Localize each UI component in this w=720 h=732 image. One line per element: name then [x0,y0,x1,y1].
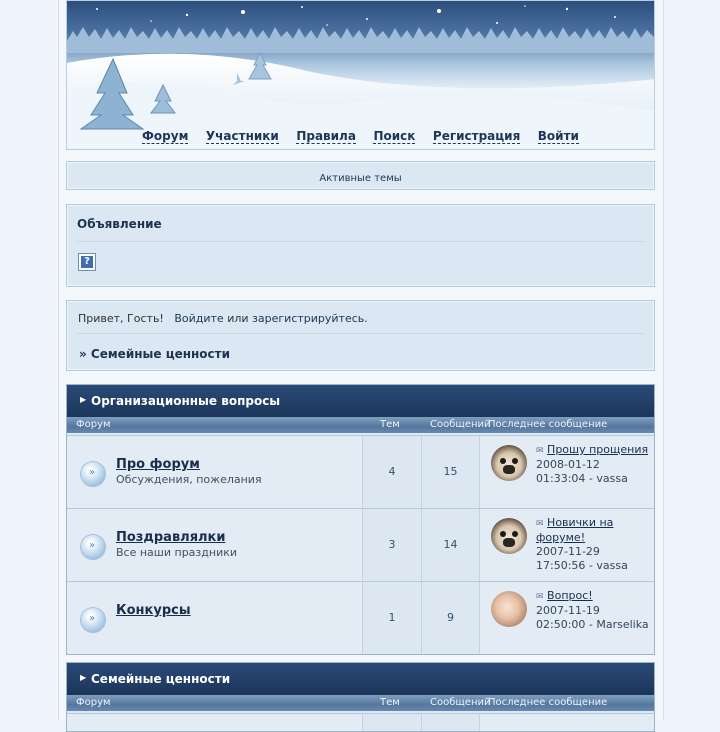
topics-count: 1 [388,611,396,624]
active-topics-link[interactable]: Активные темы [319,173,402,184]
topics-count: 4 [388,465,396,478]
forum-description: Обсуждения, пожелания [116,473,262,486]
forum-name-link[interactable]: Про форум [116,457,200,472]
last-post-info: ✉ Прошу прощения 2008-01-12 01:33:04 - vassa [536,443,649,485]
envelope-icon: ✉ [536,446,544,456]
col-forum: Форум [76,419,111,430]
nav-rules[interactable]: Правила [296,129,356,143]
col-posts: Сообщений [430,419,491,430]
period-text: . [364,312,368,325]
last-post-author: vassa [596,559,628,572]
last-post-date: 2008-01-12 01:33:04 [536,458,600,485]
forum-status-icon: » [80,607,106,633]
page [58,0,664,720]
register-link[interactable]: зарегистрируйтесь [252,312,365,325]
col-last-post: Последнее сообщение [488,697,608,708]
triangle-right-icon: ▶ [80,673,87,682]
col-last-post: Последнее сообщение [488,419,608,430]
topics-count-cell [363,582,422,655]
nav-members[interactable]: Участники [205,129,279,143]
announcement-panel [66,204,655,287]
triangle-right-icon: ▶ [80,395,87,404]
last-post-link[interactable]: Новички на форуме! [536,516,614,544]
last-post-link[interactable]: Прошу прощения [547,443,649,456]
nav-login[interactable]: Войти [537,129,579,143]
category-header[interactable] [67,663,654,695]
topics-count-cell [363,509,422,582]
nav-forum[interactable]: Форум [142,129,189,143]
last-post-author: vassa [596,472,628,485]
category-title: Организационные вопросы [91,394,281,408]
forum-row [67,581,654,655]
last-post-date: 2007-11-29 17:50:56 [536,545,600,572]
forum-row [67,435,654,509]
category-organizational [66,384,655,655]
forum-info-cell [67,509,363,582]
avatar[interactable] [491,445,527,481]
column-headers [67,695,654,711]
last-post-date: 2007-11-19 02:50:00 [536,604,600,631]
help-icon[interactable]: ? [78,253,96,271]
nav-register[interactable]: Регистрация [432,129,521,143]
last-post-info: ✉ Вопрос! 2007-11-19 02:50:00 - Marselika [536,589,649,631]
forum-row [67,713,654,732]
or-text: или [227,312,249,325]
last-post-author: Marselika [596,618,649,631]
forum-info-cell [67,436,363,509]
posts-count-cell [422,509,480,582]
posts-count: 9 [447,611,454,624]
posts-count: 15 [443,465,458,478]
avatar[interactable] [491,591,527,627]
col-topics: Тем [380,419,400,430]
forum-description: Все наши праздники [116,546,238,559]
greeting-text: Привет, Гость! [78,312,164,325]
nav-search[interactable]: Поиск [373,129,416,143]
posts-count-cell [422,714,480,732]
col-forum: Форум [76,697,111,708]
winter-landscape-illustration [67,1,655,150]
last-post-cell [480,714,655,732]
active-topics-bar [66,161,655,190]
divider [77,241,644,242]
col-posts: Сообщений [430,697,491,708]
last-post-cell [480,509,655,582]
posts-count-cell [422,582,480,655]
col-topics: Тем [380,697,400,708]
main-navigation [67,130,654,144]
topics-count: 3 [388,538,396,551]
forum-name-link[interactable]: Поздравлялки [116,530,226,545]
forum-status-icon: » [80,534,106,560]
category-header[interactable] [67,385,654,417]
column-headers [67,417,654,433]
divider [77,333,644,334]
welcome-line [78,312,368,325]
category-family-values [66,662,655,732]
topics-count-cell [363,714,422,732]
forum-header-banner [66,0,655,150]
forum-info-cell [67,582,363,655]
category-title: Семейные ценности [91,672,231,686]
breadcrumb: » Семейные ценности [79,347,231,361]
topics-count-cell [363,436,422,509]
last-post-link[interactable]: Вопрос! [547,589,593,602]
posts-count: 14 [443,538,458,551]
envelope-icon: ✉ [536,519,544,529]
envelope-icon: ✉ [536,592,544,602]
forum-info-cell [67,714,363,732]
last-post-info: ✉ Новички на форуме! 2007-11-29 17:50:56 - vassa [536,516,628,572]
welcome-panel [66,300,655,371]
last-post-cell [480,436,655,509]
forum-row [67,508,654,582]
last-post-cell [480,582,655,655]
login-link[interactable]: Войдите [174,312,224,325]
forum-status-icon: » [80,461,106,487]
announcement-title: Объявление [77,217,162,231]
posts-count-cell [422,436,480,509]
avatar[interactable] [491,518,527,554]
forum-name-link[interactable]: Конкурсы [116,603,191,618]
